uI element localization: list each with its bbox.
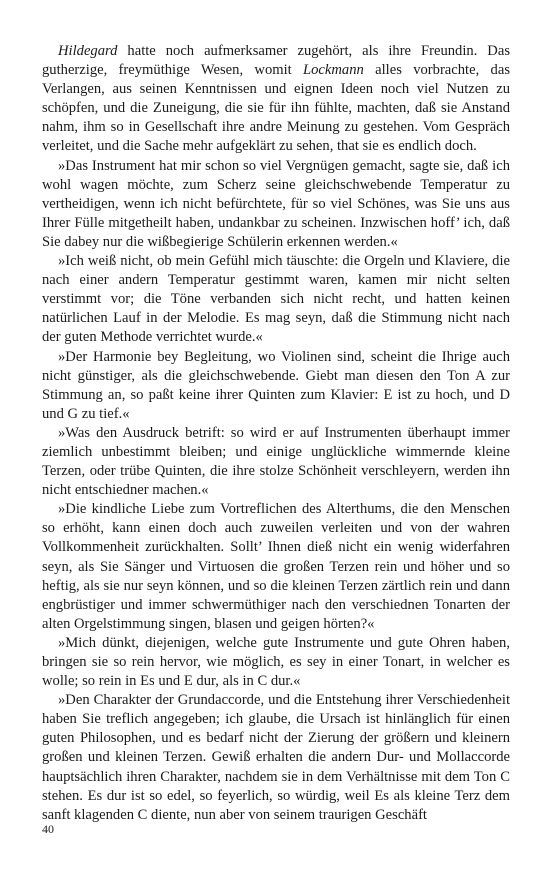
- paragraph: [42, 252, 510, 347]
- body-text: [42, 42, 510, 825]
- text-run: »Das Instrument hat mir schon so viel Vergnügen gemacht, sagte sie, daß ich wohl wagen möchte, zum Scherz seine gleichschwebende Temperatur zu vertheidigen, wenn ich nicht befürchtete, für so viel Schönes, was Sie uns aus Ihrer Fülle mitgetheilt haben, undankbar zu scheinen. Inzwischen hoff’ ich, daß Sie dabey nur die wißbegierige Schülerin erkennen werden.«: [42, 157, 510, 250]
- paragraph: [42, 634, 510, 691]
- paragraph: [42, 42, 510, 157]
- text-run: alles vorbrachte, das Verlangen, aus seinen Kenntnissen und eignen Ideen noch viel Nutzen zu schöpfen, und die Zuneigung, die sie für ihn fühlte, machten, daß sie Anstand nahm, ihm so in Gesellschaft ihre andre Meinung zu gestehen. Vom Gespräch verleitet, und die Sache mehr aufgeklärt zu sehen, that sie es endlich doch.: [42, 62, 510, 155]
- page-number: 40: [42, 822, 54, 836]
- text-run: »Ich weiß nicht, ob mein Gefühl mich täuschte: die Orgeln und Klaviere, die nach einer andern Temperatur gestimmt waren, kamen mir nicht selten verstimmt vor; die Töne verbanden sich nicht recht, und hatten keinen natürlichen Lauf in der Melodie. Es mag seyn, daß die Stimmung nicht nach der guten Methode verrichtet wurde.«: [42, 253, 510, 346]
- text-run: »Den Charakter der Grundaccorde, und die Entstehung ihrer Verschiedenheit haben Sie treflich angegeben; ich glaube, die Ursach ist hinlänglich für einen guten Philosophen, und es bedarf nicht der Zierung der größern und kleinern großen und kleinen Terzen. Gewiß erhalten die andern Dur- und Mollaccorde hauptsächlich ihren Charakter, nachdem sie in dem Verhältnisse mit dem Ton C stehen. Es dur ist so edel, so feyerlich, so würdig, weil Es als kleine Terz dem sanft klagenden C diente, nun aber von seinem traurigen Geschäft: [42, 692, 510, 823]
- text-run: »Die kindliche Liebe zum Vortreflichen des Alterthums, die den Menschen so erhöht, kann einen doch auch zuweilen verleiten und von der wahren Vollkommenheit zurückhalten. Sollt’ Ihnen dieß nicht ein wenig widerfahren seyn, als Sie Sänger und Virtuosen die großen Terzen rein und höher und so heftig, als sie nur seyn können, und so die kleinen Terzen zärtlich rein und dann engbrüstiger und immer schwermüthiger nach den verschiednen Tonarten der alten Orgelstimmung singen, blasen und geigen hörten?«: [42, 501, 510, 632]
- text-run: »Was den Ausdruck betrift: so wird er auf Instrumenten überhaupt immer ziemlich unbestimmt bleiben; und einige unglückliche wimmernde kleine Terzen, oder trübe Quinten, die ihre stolze Schönheit verschleyern, werden ihn nicht entschiedner machen.«: [42, 424, 510, 499]
- paragraph: [42, 348, 510, 424]
- text-run: »Mich dünkt, diejenigen, welche gute Instrumente und gute Ohren haben, bringen sie so rein hervor, wie möglich, es sey in einer Tonart, in welcher es wolle; so rein in Es und E dur, als in C dur.«: [42, 634, 510, 690]
- paragraph: [42, 424, 510, 500]
- paragraph: [42, 500, 510, 634]
- text-run: »Der Harmonie bey Begleitung, wo Violinen sind, scheint die Ihrige auch nicht günstiger, als die gleichschwebende. Giebt man diesen den Ton A zur Stimmung an, so paßt keine ihrer Quinten zum Klavier: E ist zu hoch, und D und G zu tief.«: [42, 348, 510, 422]
- paragraph: [42, 157, 510, 252]
- italic-name: Lockmann: [303, 62, 364, 79]
- paragraph: [42, 691, 510, 825]
- text-run: hatte noch aufmerksamer zugehört, als ihre Freundin. Das gutherzige, freymüthige Wesen, womit: [42, 43, 510, 79]
- italic-name: Hildegard: [58, 43, 118, 59]
